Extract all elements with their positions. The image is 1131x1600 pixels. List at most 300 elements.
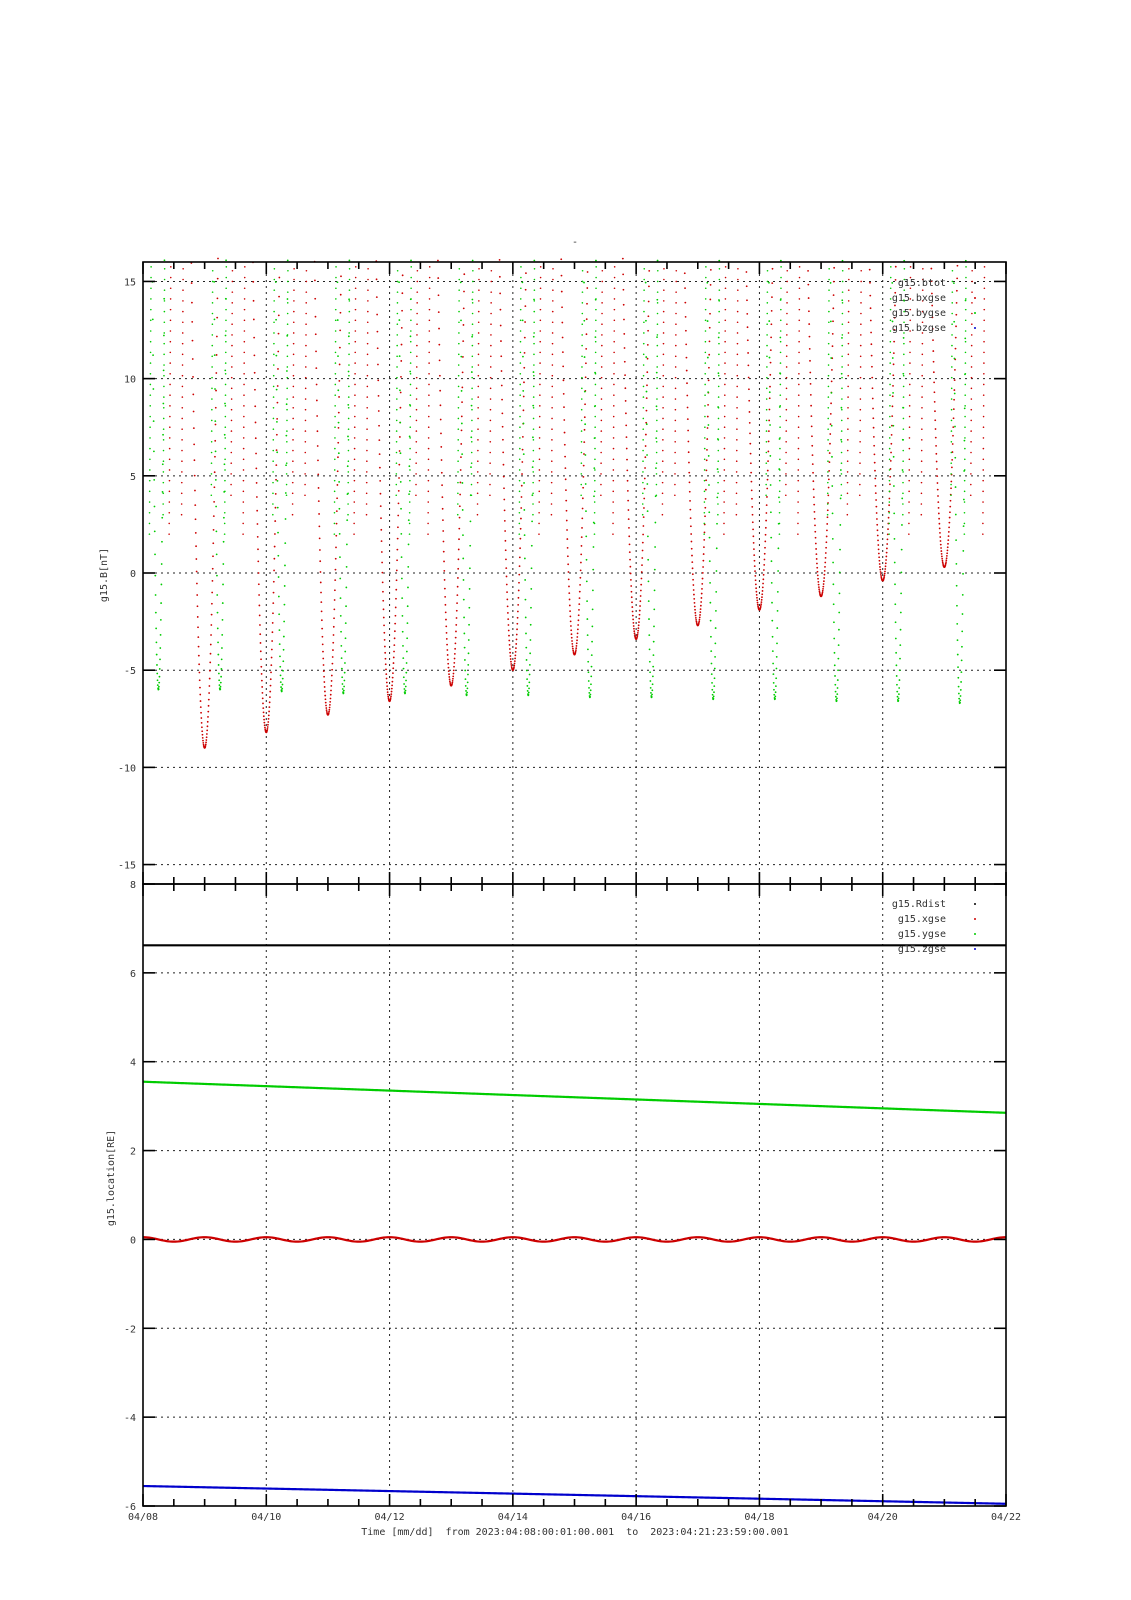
data-point [964,533,966,535]
data-point [786,313,788,315]
data-point [417,270,419,272]
data-point [736,418,738,420]
data-point [280,674,282,676]
data-point [827,495,829,497]
data-point [149,512,151,514]
data-point [244,320,246,322]
data-point [416,355,418,357]
data-point [275,355,277,357]
data-point [454,648,456,650]
data-point [807,284,809,286]
data-point [932,339,934,341]
data-point [158,688,160,690]
data-point [947,543,949,545]
data-point [786,366,788,368]
data-point [838,644,840,646]
data-point [964,408,966,410]
data-point [903,428,905,430]
data-point [152,354,154,356]
data-point [695,617,697,619]
data-point [828,321,830,323]
data-point [427,533,429,535]
data-point [602,270,604,272]
data-point [163,370,165,372]
data-point [429,277,431,279]
data-point [612,512,614,514]
data-point [292,482,294,484]
data-point [958,693,960,695]
data-point [692,584,694,586]
panel1-ytick-label: -15 [117,860,136,872]
data-point [428,469,430,471]
data-point [780,373,782,375]
data-point [515,651,517,653]
data-point [600,473,602,475]
data-point [569,599,571,601]
data-point [885,556,887,558]
data-point [564,444,566,446]
data-point [847,460,849,462]
data-point [779,437,781,439]
data-point [675,398,677,400]
data-point [516,628,518,630]
data-point [704,491,706,493]
data-point [874,470,876,472]
data-point [526,685,528,687]
data-point [887,528,889,530]
data-point [169,480,171,482]
data-point [293,364,295,366]
data-point [212,313,214,315]
data-point [335,547,337,549]
data-point [939,536,941,538]
data-point [464,647,466,649]
data-point [824,566,826,568]
data-point [827,503,829,505]
data-point [273,558,275,560]
data-point [208,685,210,687]
data-point [335,277,337,279]
data-point [366,460,368,462]
data-point [586,318,588,320]
data-point [962,550,964,552]
data-point [736,503,738,505]
series-g15-bygse [149,259,967,704]
data-point [716,547,718,549]
data-point [583,282,585,284]
data-point [242,523,244,525]
data-point [591,654,593,656]
data-point [807,270,809,272]
data-point [709,327,711,329]
data-point [193,411,195,413]
data-point [150,266,152,268]
data-point [448,673,450,675]
data-point [415,473,417,475]
data-point [888,523,890,525]
data-point [478,289,480,291]
data-point [766,441,768,443]
data-point [503,464,505,466]
data-point [335,341,337,343]
data-point [244,309,246,311]
data-point [459,517,461,519]
data-point [427,523,429,525]
data-point [428,384,430,386]
data-point [908,512,910,514]
data-point [750,453,752,455]
data-point [182,364,184,366]
data-point [705,266,707,268]
data-point [825,541,827,543]
data-point [489,473,491,475]
data-point [934,419,936,421]
data-point [396,559,398,561]
data-point [631,606,633,608]
data-point [343,692,345,694]
data-point [292,396,294,398]
data-point [334,599,336,601]
data-point [320,571,322,573]
data-point [461,453,463,455]
data-point [400,392,402,394]
data-point [971,302,973,304]
data-point [718,418,720,420]
data-point [756,591,758,593]
data-point [841,409,843,411]
data-point [449,678,451,680]
data-point [645,445,647,447]
data-point [964,491,966,493]
data-point [646,410,648,412]
data-point [466,694,468,696]
data-point [181,493,183,495]
data-point [624,347,626,349]
panel1-y-tick-labels [118,277,136,871]
data-point [581,462,583,464]
data-point [643,289,645,291]
data-point [947,550,949,552]
data-point [595,287,597,289]
data-point [332,649,334,651]
data-point [443,551,445,553]
data-point [657,313,659,315]
data-point [321,628,323,630]
data-point [982,491,984,493]
data-point [594,491,596,493]
data-point [287,259,289,261]
data-point [833,267,835,269]
data-point [463,633,465,635]
data-point [150,277,152,279]
data-point [395,598,397,600]
data-point [387,691,389,693]
data-point [888,517,890,519]
data-point [950,452,952,454]
data-point [214,388,216,390]
data-point [316,384,318,386]
data-point [571,643,573,645]
data-point [224,434,226,436]
data-point [520,330,522,332]
data-point [197,636,199,638]
data-point [335,352,337,354]
data-point [380,505,382,507]
data-point [202,740,204,742]
data-point [397,515,399,517]
data-point [393,651,395,653]
data-point [378,439,380,441]
data-point [642,525,644,527]
data-point [581,388,583,390]
data-point [646,391,648,393]
data-point [831,369,833,371]
data-point [780,309,782,311]
data-point [831,485,833,487]
data-point [478,343,480,345]
data-point [305,366,307,368]
data-point [674,452,676,454]
data-point [902,482,904,484]
data-point [468,639,470,641]
data-point [275,281,277,283]
data-point [410,362,412,364]
data-point [707,391,709,393]
data-point [319,537,321,539]
data-point [193,444,195,446]
data-point [581,518,583,520]
data-point [713,685,715,687]
data-point [348,354,350,356]
data-point [232,270,234,272]
data-point [724,373,726,375]
data-point [860,281,862,283]
data-point [646,423,648,425]
data-point [657,302,659,304]
data-point [841,299,843,301]
data-point [169,416,171,418]
data-point [900,612,902,614]
data-point [453,669,455,671]
data-point [564,432,566,434]
data-point [515,643,517,645]
panel1-ytick-label: -10 [117,763,136,775]
data-point [971,281,973,283]
data-point [457,577,459,579]
data-point [613,480,615,482]
data-point [394,630,396,632]
data-point [961,659,963,661]
data-point [516,623,518,625]
data-point [581,430,583,432]
data-point [880,571,882,573]
data-point [514,654,516,656]
data-point [941,553,943,555]
data-point [626,459,628,461]
data-point [687,441,689,443]
data-point [646,397,648,399]
data-point [835,691,837,693]
data-point [472,260,474,262]
data-point [663,268,665,270]
panel1-ytick-label: 5 [129,471,136,483]
data-point [895,652,897,654]
data-point [970,452,972,454]
data-point [908,469,910,471]
data-point [662,396,664,398]
data-point [468,607,470,609]
data-point [465,690,467,692]
data-point [533,354,535,356]
data-point [337,389,339,391]
data-point [909,394,911,396]
data-point [584,423,586,425]
data-point [648,581,650,583]
data-point [273,300,275,302]
data-point [832,307,834,309]
data-point [638,624,640,626]
data-point [828,279,830,281]
data-point [396,549,398,551]
data-point [639,605,641,607]
data-point [199,687,201,689]
data-point [724,352,726,354]
data-point [941,558,943,560]
data-point [892,392,894,394]
data-point [830,413,832,415]
data-point [349,311,351,313]
data-point [839,549,841,551]
data-point [531,567,533,569]
data-point [489,462,491,464]
data-point [884,568,886,570]
data-point [533,364,535,366]
data-point [704,416,706,418]
data-point [442,508,444,510]
data-point [337,470,339,472]
data-point [656,452,658,454]
data-point [287,270,289,272]
data-point [840,494,842,496]
data-point [921,460,923,462]
data-point [983,330,985,332]
data-point [471,377,473,379]
data-point [509,655,511,657]
data-point [770,336,772,338]
data-point [405,690,407,692]
data-point [750,462,752,464]
data-point [594,458,596,460]
data-point [594,523,596,525]
data-point [752,535,754,537]
data-point [416,388,418,390]
data-point [469,588,471,590]
data-point [340,294,342,296]
data-point [594,501,596,503]
data-point [777,591,779,593]
data-point [647,510,649,512]
data-point [272,631,274,633]
data-point [810,394,812,396]
data-point [202,742,204,744]
data-point [878,553,880,555]
data-point [428,394,430,396]
data-point [824,574,826,576]
data-point [384,652,386,654]
data-point [752,529,754,531]
data-point [530,624,532,626]
data-point [155,628,157,630]
data-point [613,352,615,354]
data-point [149,426,151,428]
data-point [762,578,764,580]
data-point [163,375,165,377]
data-point [292,460,294,462]
data-point [893,341,895,343]
data-point [590,689,592,691]
data-point [539,480,541,482]
data-point [329,704,331,706]
data-point [401,327,403,329]
data-point [964,512,966,514]
data-point [921,396,923,398]
data-point [277,480,279,482]
data-point [875,506,877,508]
data-point [956,278,958,280]
data-point [478,332,480,334]
data-point [376,296,378,298]
data-point [367,375,369,377]
data-point [460,282,462,284]
data-point [273,428,275,430]
data-point [909,437,911,439]
data-point [903,407,905,409]
data-point [785,484,787,486]
data-point [983,394,985,396]
data-point [724,362,726,364]
data-point [220,676,222,678]
data-point [964,426,966,428]
data-point [305,334,307,336]
data-point [182,279,184,281]
data-point [461,416,463,418]
data-point [438,311,440,313]
data-point [708,424,710,426]
data-point [869,269,871,271]
data-point [600,430,602,432]
data-point [333,626,335,628]
data-point [513,666,515,668]
data-point [538,501,540,503]
data-point [215,424,217,426]
data-point [757,602,759,604]
data-point [305,302,307,304]
data-point [761,601,763,603]
data-point [466,692,468,694]
data-point [624,387,626,389]
data-point [584,429,586,431]
data-point [499,276,501,278]
data-point [833,294,835,296]
data-point [812,472,814,474]
data-point [934,391,936,393]
data-point [441,496,443,498]
data-point [461,429,463,431]
data-point [889,448,891,450]
data-point [691,548,693,550]
data-point [552,364,554,366]
data-point [724,384,726,386]
